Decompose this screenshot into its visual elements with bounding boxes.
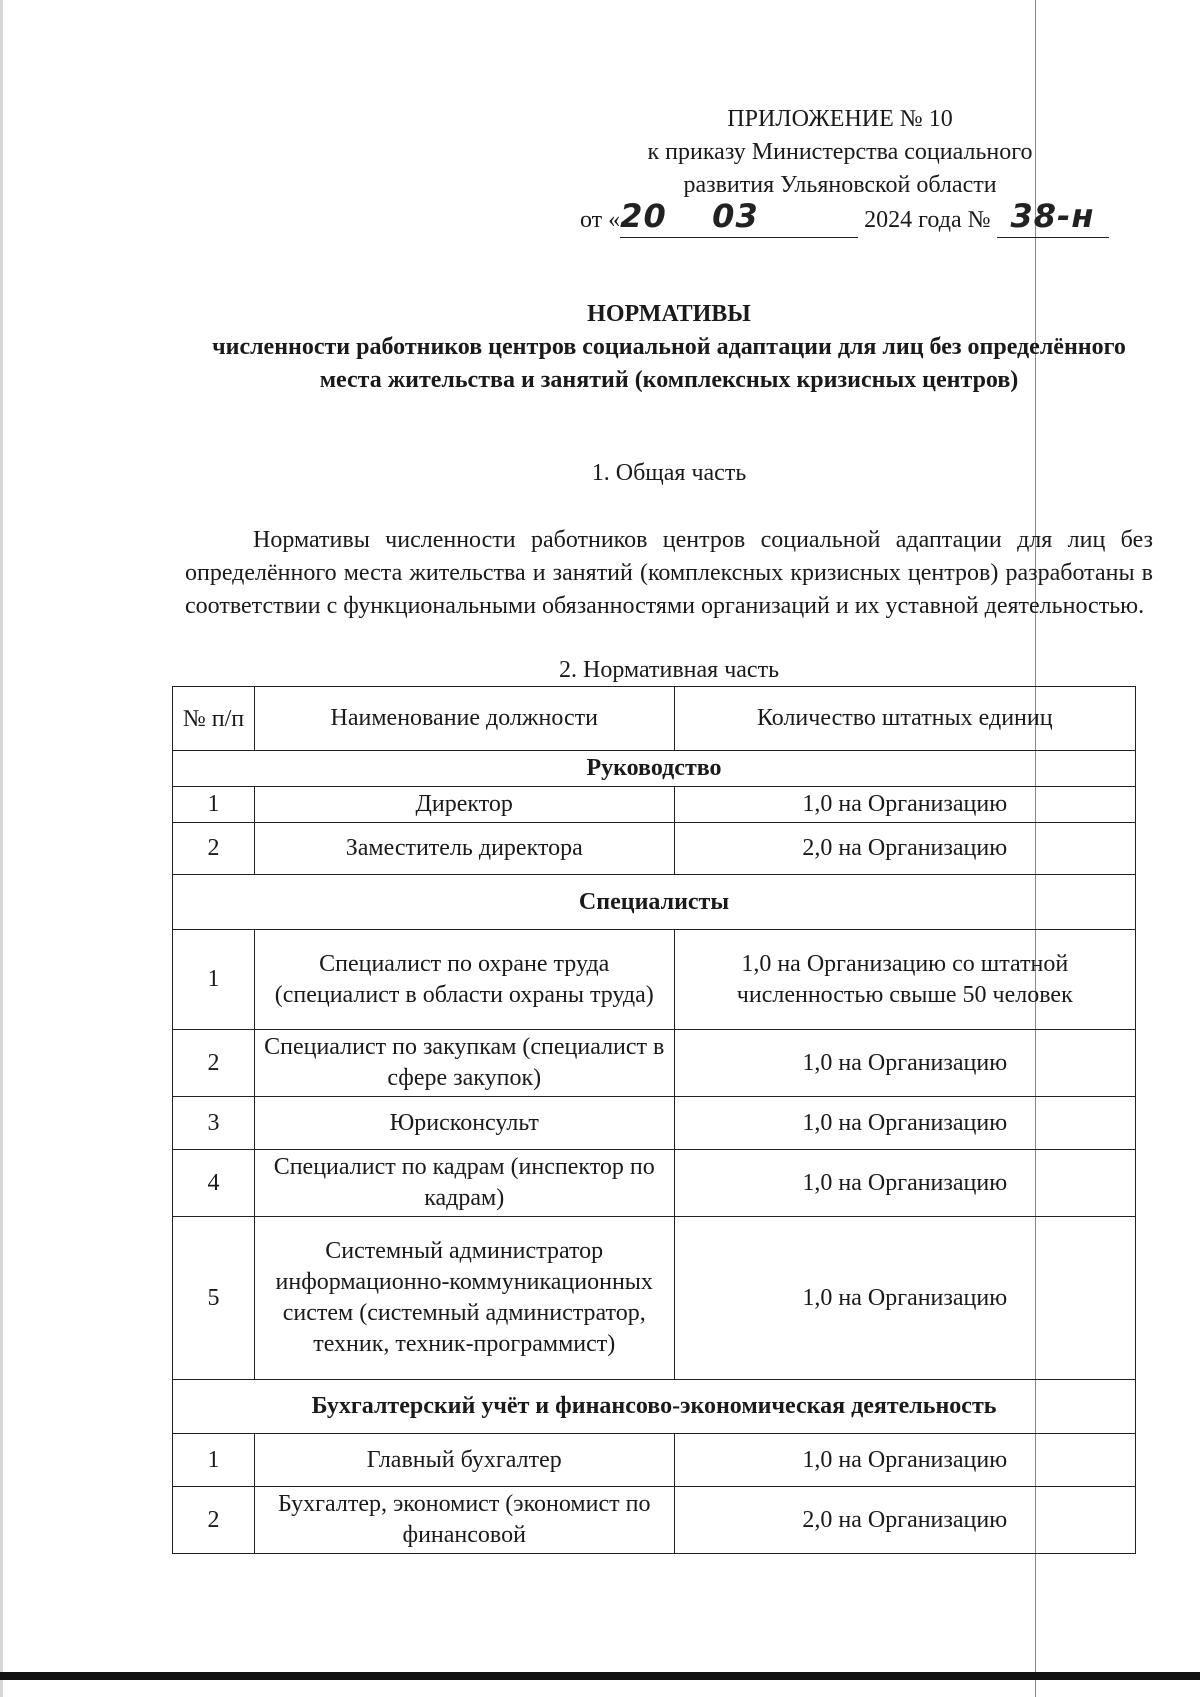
table-row (173, 1097, 1136, 1150)
table-row (173, 1150, 1136, 1217)
table-row (173, 1434, 1136, 1487)
row-count: 1,0 на Организацию (674, 1434, 1135, 1487)
title-subtitle: численности работников центров социальной адаптации для лиц без определённого места жительства и занятий (комплексных кризисных центров) (212, 334, 1126, 393)
group-title: Специалисты (173, 875, 1136, 930)
row-position: Специалист по закупкам (специалист в сфере закупок) (254, 1030, 674, 1097)
table-row (173, 1487, 1136, 1554)
handwritten-day: 20 (620, 197, 667, 235)
row-count: 1,0 на Организацию со штатной численностью свыше 50 человек (674, 930, 1135, 1030)
row-number: 2 (173, 823, 255, 875)
title-main: НОРМАТИВЫ (587, 301, 751, 327)
row-number: 5 (173, 1217, 255, 1380)
day-field (620, 197, 690, 238)
header-number: № п/п (173, 687, 255, 751)
row-number: 1 (173, 787, 255, 823)
row-position: Главный бухгалтер (254, 1434, 674, 1487)
table-row (173, 823, 1136, 875)
row-position: Специалист по охране труда (специалист в области охраны труда) (254, 930, 674, 1030)
table-row (173, 1217, 1136, 1380)
table-row (173, 930, 1136, 1030)
row-count: 2,0 на Организацию (674, 1487, 1135, 1554)
row-position: Юрисконсульт (254, 1097, 674, 1150)
section-2-heading: 2. Нормативная часть (558, 657, 780, 683)
section-1-text: Нормативы численности работников центров социальной адаптации для лиц без определённого места жительства и занятий (комплексных кризисных центров) разработаны в соответствии с функциональными обязанностями организаций и их уставной деятельностью. (185, 527, 1153, 619)
date-prefix: от « (580, 207, 621, 233)
table-row (173, 1030, 1136, 1097)
row-count: 1,0 на Организацию (674, 1030, 1135, 1097)
row-position: Системный администратор информационно-коммуникационных систем (системный администратор, техник, техник-программист) (254, 1217, 674, 1380)
row-number: 1 (173, 930, 255, 1030)
header-position: Наименование должности (254, 687, 674, 751)
annex-title: ПРИЛОЖЕНИЕ № 10 (727, 106, 953, 132)
group-title: Бухгалтерский учёт и финансово-экономическая деятельность (173, 1380, 1136, 1434)
row-count: 1,0 на Организацию (674, 1150, 1135, 1217)
row-count: 1,0 на Организацию (674, 787, 1135, 823)
scan-bottom-border (0, 1672, 1200, 1680)
handwritten-month: 03 (712, 197, 759, 235)
year-text: 2024 года № (864, 207, 991, 233)
row-count: 1,0 на Организацию (674, 1097, 1135, 1150)
scan-edge (0, 0, 3, 1697)
row-position: Директор (254, 787, 674, 823)
annex-block (560, 103, 1120, 202)
annex-order-line: к приказу Министерства социального (647, 139, 1033, 165)
header-count: Количество штатных единиц (674, 687, 1135, 751)
row-number: 2 (173, 1487, 255, 1554)
group-row (173, 1380, 1136, 1434)
table-row (173, 787, 1136, 823)
row-position: Специалист по кадрам (инспектор по кадрам) (254, 1150, 674, 1217)
number-field (997, 197, 1109, 238)
group-row (173, 751, 1136, 787)
group-row (173, 875, 1136, 930)
annex-date-line (580, 197, 1180, 238)
row-count: 1,0 на Организацию (674, 1217, 1135, 1380)
row-number: 1 (173, 1434, 255, 1487)
group-title: Руководство (173, 751, 1136, 787)
row-position: Бухгалтер, экономист (экономист по финансовой (254, 1487, 674, 1554)
row-number: 4 (173, 1150, 255, 1217)
row-count: 2,0 на Организацию (674, 823, 1135, 875)
staffing-norms-table (172, 686, 1136, 1554)
handwritten-number: 38-н (1010, 197, 1095, 235)
annex-ministry-line: развития Ульяновской области (683, 172, 997, 198)
month-field (690, 197, 858, 238)
document-title (190, 298, 1148, 397)
row-number: 2 (173, 1030, 255, 1097)
table-header-row (173, 687, 1136, 751)
row-position: Заместитель директора (254, 823, 674, 875)
section-1-heading: 1. Общая часть (591, 460, 747, 486)
row-number: 3 (173, 1097, 255, 1150)
